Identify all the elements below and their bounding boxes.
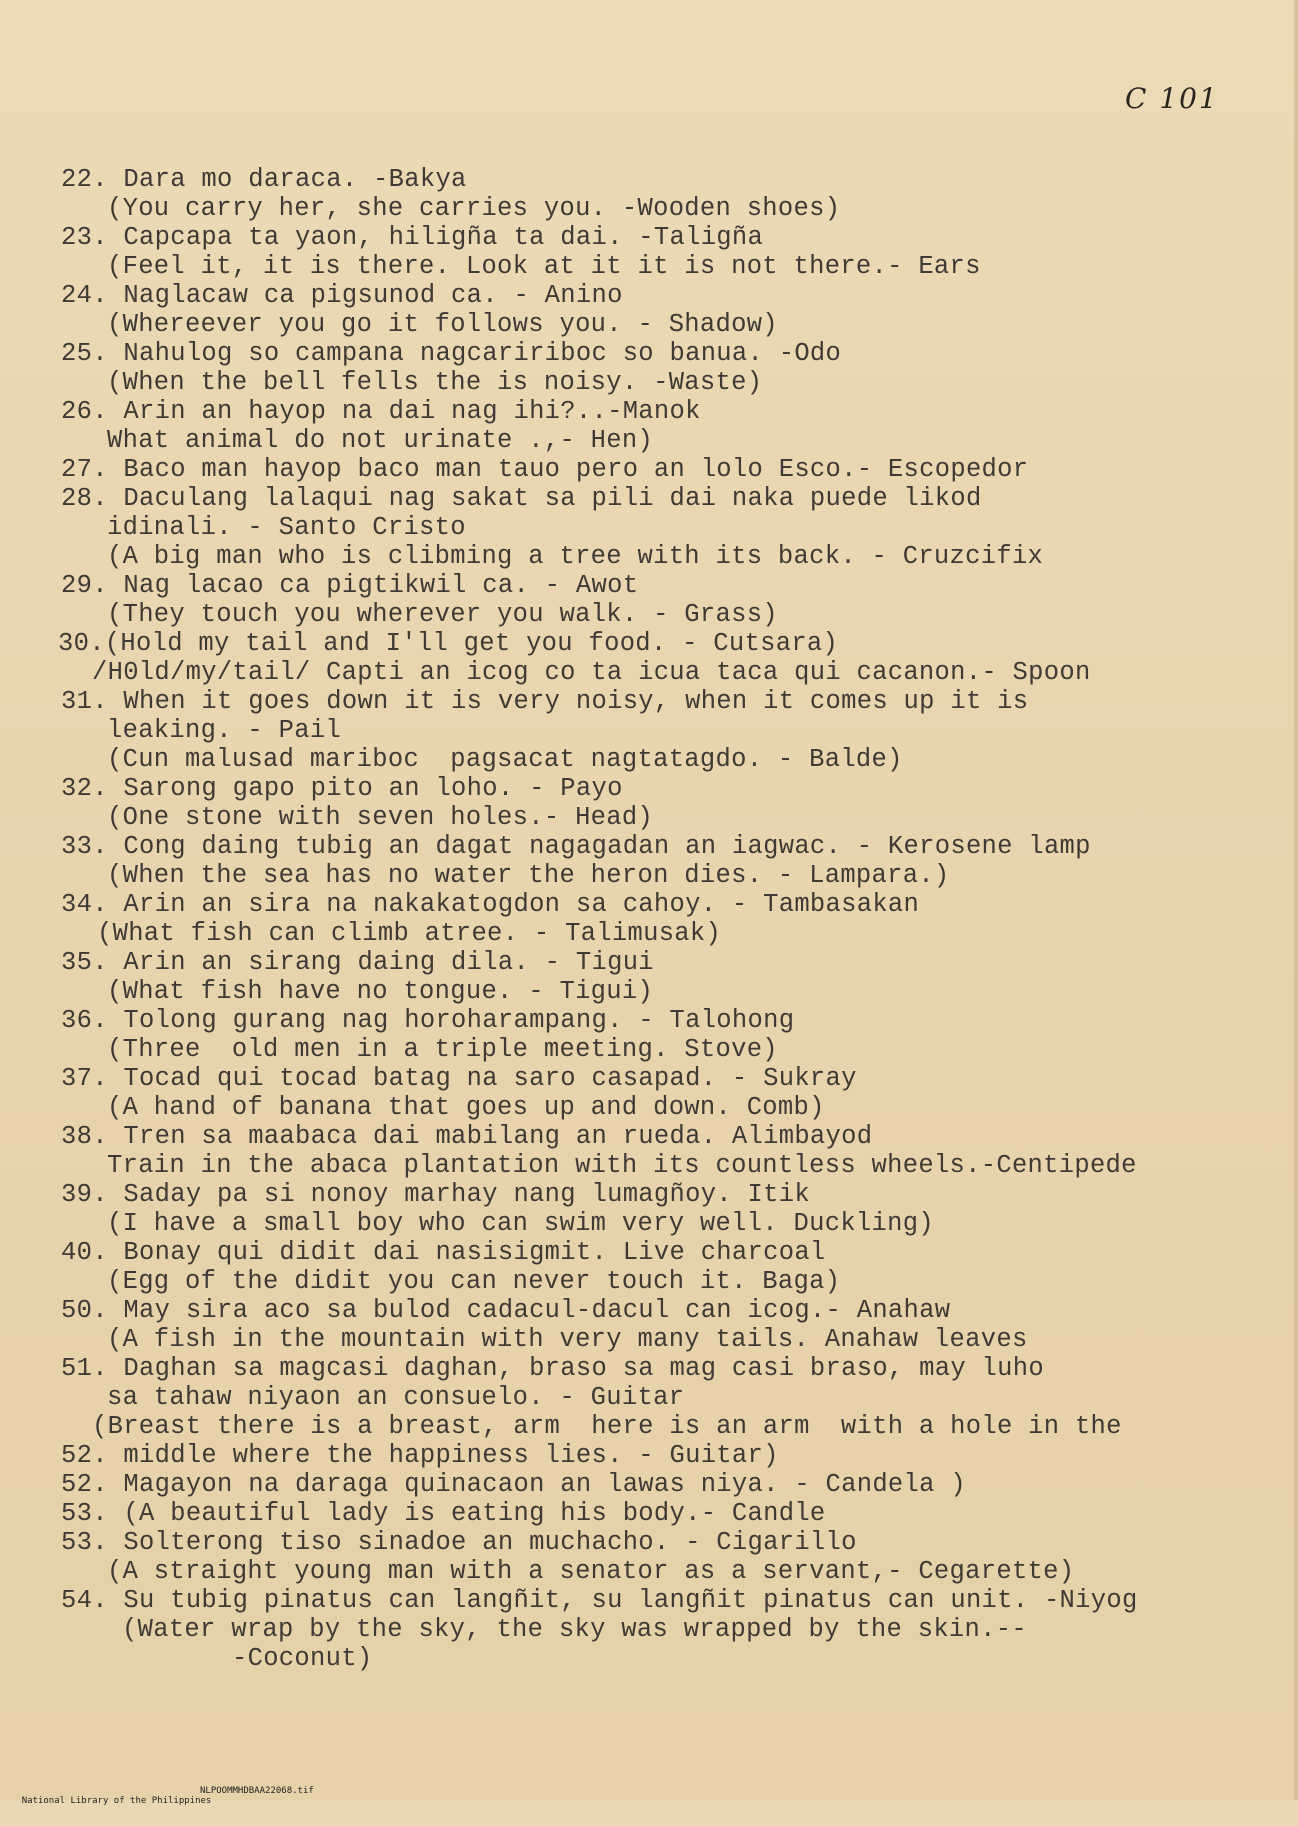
scan-footer	[0, 1786, 314, 1826]
text-line: 25. Nahulog so campana nagcaririboc so banua. -Odo	[61, 339, 842, 368]
page-id: C 101	[1125, 82, 1219, 115]
text-line: 54. Su tubig pinatus can langñit, su langñit pinatus can unit. -Niyog	[61, 1586, 1138, 1615]
text-line: leaking. - Pail	[107, 716, 342, 745]
text-line: (Cun malusad mariboc pagsacat nagtatagdo. - Balde)	[107, 745, 903, 774]
text-line: 52. middle where the happiness lies. - Guitar)	[61, 1441, 779, 1470]
text-line: 24. Naglacaw ca pigsunod ca. - Anino	[61, 281, 623, 310]
text-line: 31. When it goes down it is very noisy, when it comes up it is	[61, 687, 1029, 716]
text-line: What animal do not urinate .,- Hen)	[107, 426, 654, 455]
text-line: (Whereever you go it follows you. - Shadow)	[107, 310, 778, 339]
text-line: (Breast there is a breast, arm here is an arm with a hole in the	[92, 1412, 1122, 1441]
text-line: (I have a small boy who can swim very well. Duckling)	[107, 1209, 934, 1238]
text-line: (Feel it, it is there. Look at it it is not there.- Ears	[107, 252, 981, 281]
text-line: (Water wrap by the sky, the sky was wrapped by the skin.--	[122, 1615, 1027, 1644]
text-line: (A big man who is clibming a tree with its back. - Cruzcifix	[107, 542, 1044, 571]
text-line: /H0ld/my/tail/ Capti an icog co ta icua taca qui cacanon.- Spoon	[92, 658, 1091, 687]
text-line: (A straight young man with a senator as a servant,- Cegarette)	[107, 1557, 1075, 1586]
text-line: (They touch you wherever you walk. - Grass)	[107, 600, 778, 629]
text-line: Train in the abaca plantation with its countless wheels.-Centipede	[107, 1151, 1137, 1180]
text-line: (You carry her, she carries you. -Wooden shoes)	[107, 194, 841, 223]
text-line: (Egg of the didit you can never touch it. Baga)	[107, 1267, 841, 1296]
text-line: 36. Tolong gurang nag horoharampang. - Talohong	[61, 1006, 795, 1035]
text-line: (A hand of banana that goes up and down. Comb)	[107, 1093, 825, 1122]
footer-library: National Library of the Philippines	[21, 1796, 212, 1806]
text-line: sa tahaw niyaon an consuelo. - Guitar	[107, 1383, 685, 1412]
text-line: 32. Sarong gapo pito an loho. - Payo	[61, 774, 623, 803]
text-line: (What fish have no tongue. - Tigui)	[107, 977, 654, 1006]
text-line: 37. Tocad qui tocad batag na saro casapad. - Sukray	[61, 1064, 857, 1093]
footer-filename: NLPOOMMHDBAA22068.tif	[200, 1786, 314, 1796]
text-line: 29. Nag lacao ca pigtikwil ca. - Awot	[61, 571, 639, 600]
text-line: 53. (A beautiful lady is eating his body.- Candle	[61, 1499, 826, 1528]
text-line: 52. Magayon na daraga quinacaon an lawas niya. - Candela )	[61, 1470, 966, 1499]
text-line: 27. Baco man hayop baco man tauo pero an lolo Esco.- Escopedor	[61, 455, 1029, 484]
text-line: 40. Bonay qui didit dai nasisigmit. Live charcoal	[61, 1238, 826, 1267]
text-line: 51. Daghan sa magcasi daghan, braso sa mag casi braso, may luho	[61, 1354, 1044, 1383]
page-edge	[1294, 0, 1298, 1800]
text-line: 38. Tren sa maabaca dai mabilang an rueda. Alimbayod	[61, 1122, 873, 1151]
text-line: 39. Saday pa si nonoy marhay nang lumagñoy. Itik	[61, 1180, 810, 1209]
text-line: 33. Cong daing tubig an dagat nagagadan an iagwac. - Kerosene lamp	[61, 832, 1091, 861]
text-line: 50. May sira aco sa bulod cadacul-dacul can icog.- Anahaw	[61, 1296, 951, 1325]
text-line: 28. Daculang lalaqui nag sakat sa pili dai naka puede likod	[61, 484, 982, 513]
text-line: 22. Dara mo daraca. -Bakya	[61, 165, 467, 194]
text-line: (A fish in the mountain with very many tails. Anahaw leaves	[107, 1325, 1028, 1354]
text-line: idinali. - Santo Cristo	[107, 513, 466, 542]
text-line: 35. Arin an sirang daing dila. - Tigui	[61, 948, 654, 977]
text-line: (Three old men in a triple meeting. Stove)	[107, 1035, 778, 1064]
text-line: 30.(Hold my tail and I'll get you food. - Cutsara)	[58, 629, 839, 658]
text-line: -Coconut)	[232, 1644, 373, 1673]
text-line: 23. Capcapa ta yaon, hiligña ta dai. -Taligña	[61, 223, 764, 252]
text-line: (One stone with seven holes.- Head)	[107, 803, 654, 832]
text-line: 53. Solterong tiso sinadoe an muchacho. - Cigarillo	[61, 1528, 857, 1557]
text-line: 34. Arin an sira na nakakatogdon sa cahoy. - Tambasakan	[61, 890, 920, 919]
text-line: 26. Arin an hayop na dai nag ihi?..-Manok	[61, 397, 701, 426]
text-line: (What fish can climb atree. - Talimusak)	[97, 919, 722, 948]
text-line: (When the sea has no water the heron dies. - Lampara.)	[107, 861, 950, 890]
text-line: (When the bell fells the is noisy. -Waste)	[107, 368, 763, 397]
